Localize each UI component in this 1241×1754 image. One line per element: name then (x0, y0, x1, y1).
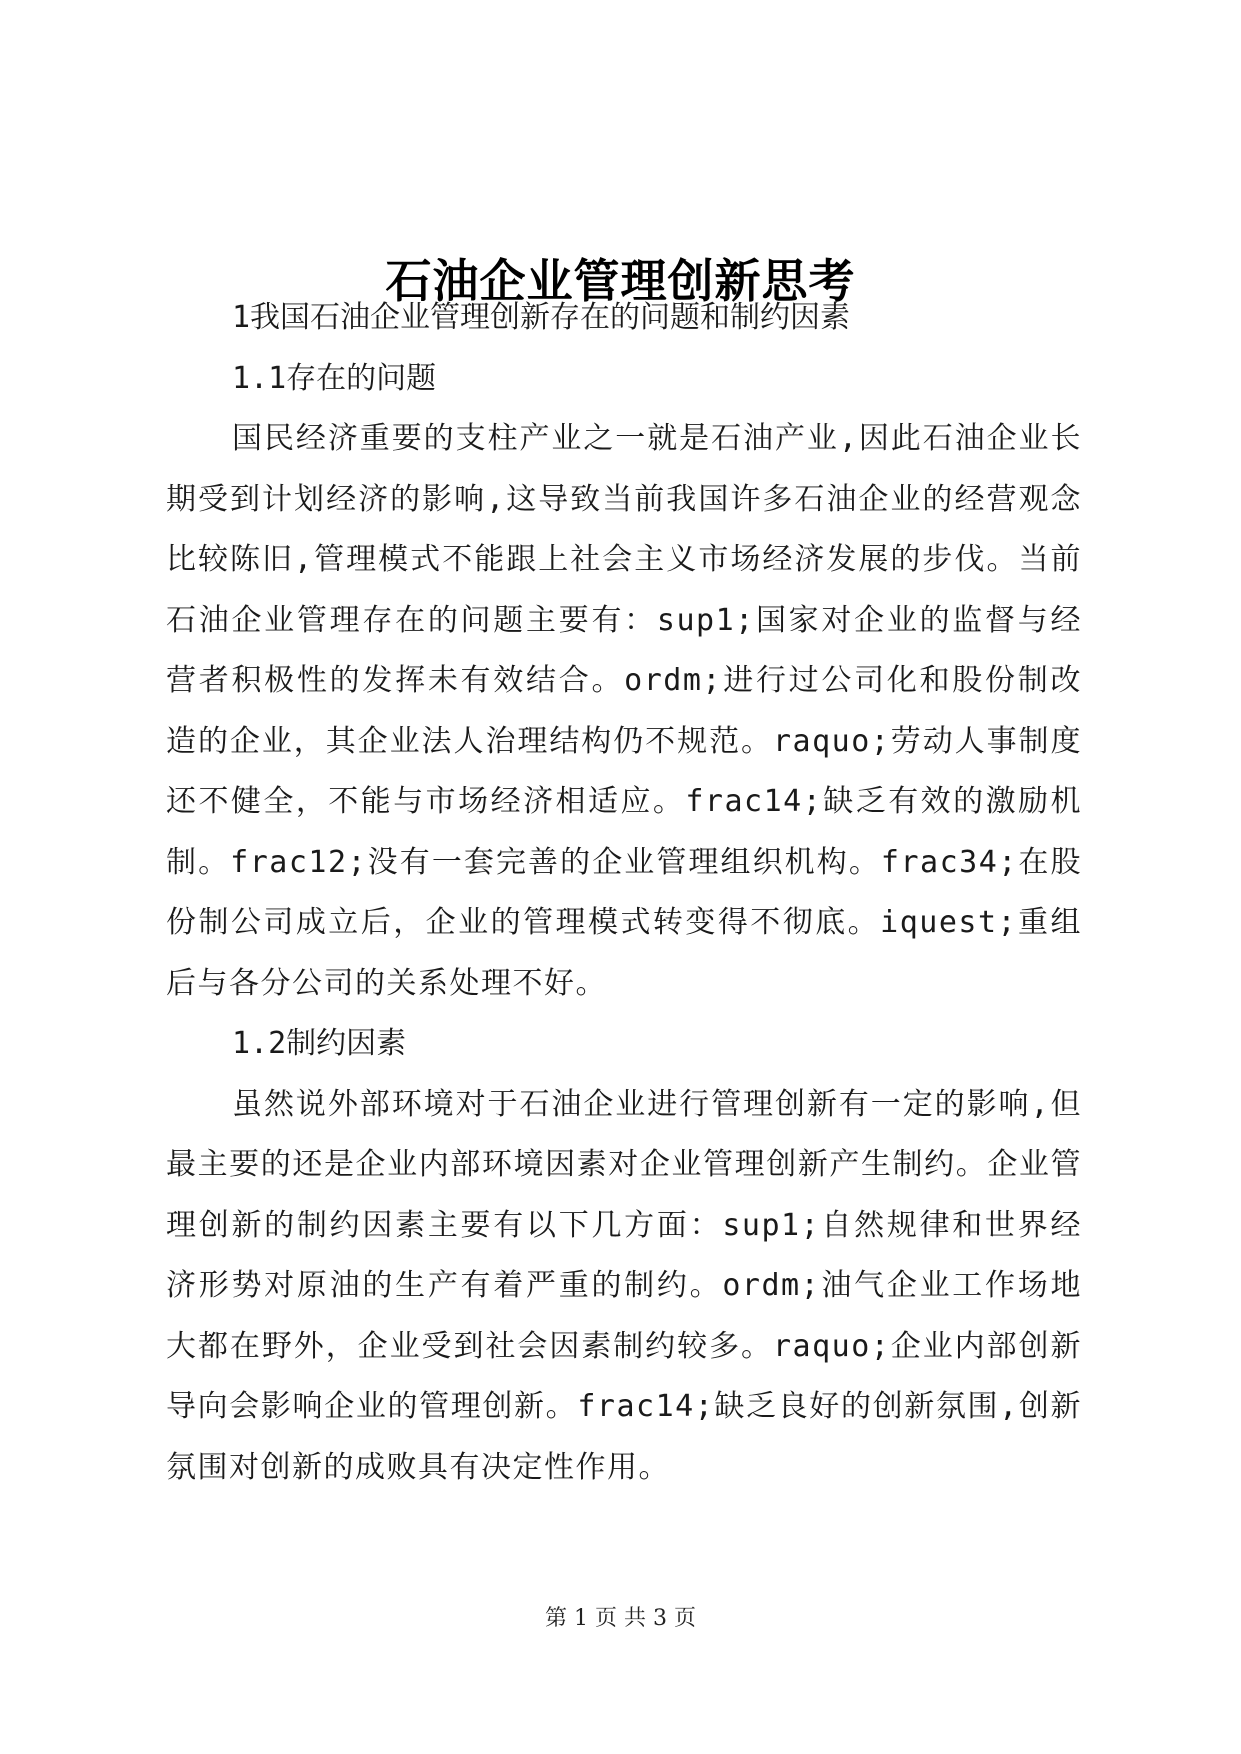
page-number-label: 第 1 页 共 3 页 (545, 1606, 696, 1631)
document-title: 石油企业管理创新思考 (385, 253, 856, 308)
section-heading-1: 1我国石油企业管理创新存在的问题和制约因素 (232, 300, 851, 335)
document-body (166, 288, 1082, 1498)
section-heading-1-2: 1.2制约因素 (232, 1026, 407, 1061)
page-footer (0, 1604, 1241, 1634)
paragraph-1-1: 国民经济重要的支柱产业之一就是石油产业,因此石油企业长期受到计划经济的影响,这导致当前我国许多石油企业的经营观念比较陈旧,管理模式不能跟上社会主义市场经济发展的步伐。当前石油企业管理存在的问题主要有：sup1;国家对企业的监督与经营者积极性的发挥未有效结合。ordm;进行过公司化和股份制改造的企业，其企业法人治理结构仍不规范。raquo;劳动人事制度还不健全，不能与市场经济相适应。frac14;缺乏有效的激励机制。frac12;没有一套完善的企业管理组织机构。frac34;在股份制公司成立后，企业的管理模式转变得不彻底。iquest;重组后与各分公司的关系处理不好。 (166, 421, 1082, 1001)
section-heading-1-1: 1.1存在的问题 (232, 360, 437, 396)
paragraph-1-2: 虽然说外部环境对于石油企业进行管理创新有一定的影响,但最主要的还是企业内部环境因素对企业管理创新产生制约。企业管理创新的制约因素主要有以下几方面：sup1;自然规律和世界经济形势对原油的生产有着严重的制约。ordm;油气企业工作场地大都在野外，企业受到社会因素制约较多。raquo;企业内部创新导向会影响企业的管理创新。frac14;缺乏良好的创新氛围,创新氛围对创新的成败具有决定性作用。 (166, 1086, 1082, 1485)
